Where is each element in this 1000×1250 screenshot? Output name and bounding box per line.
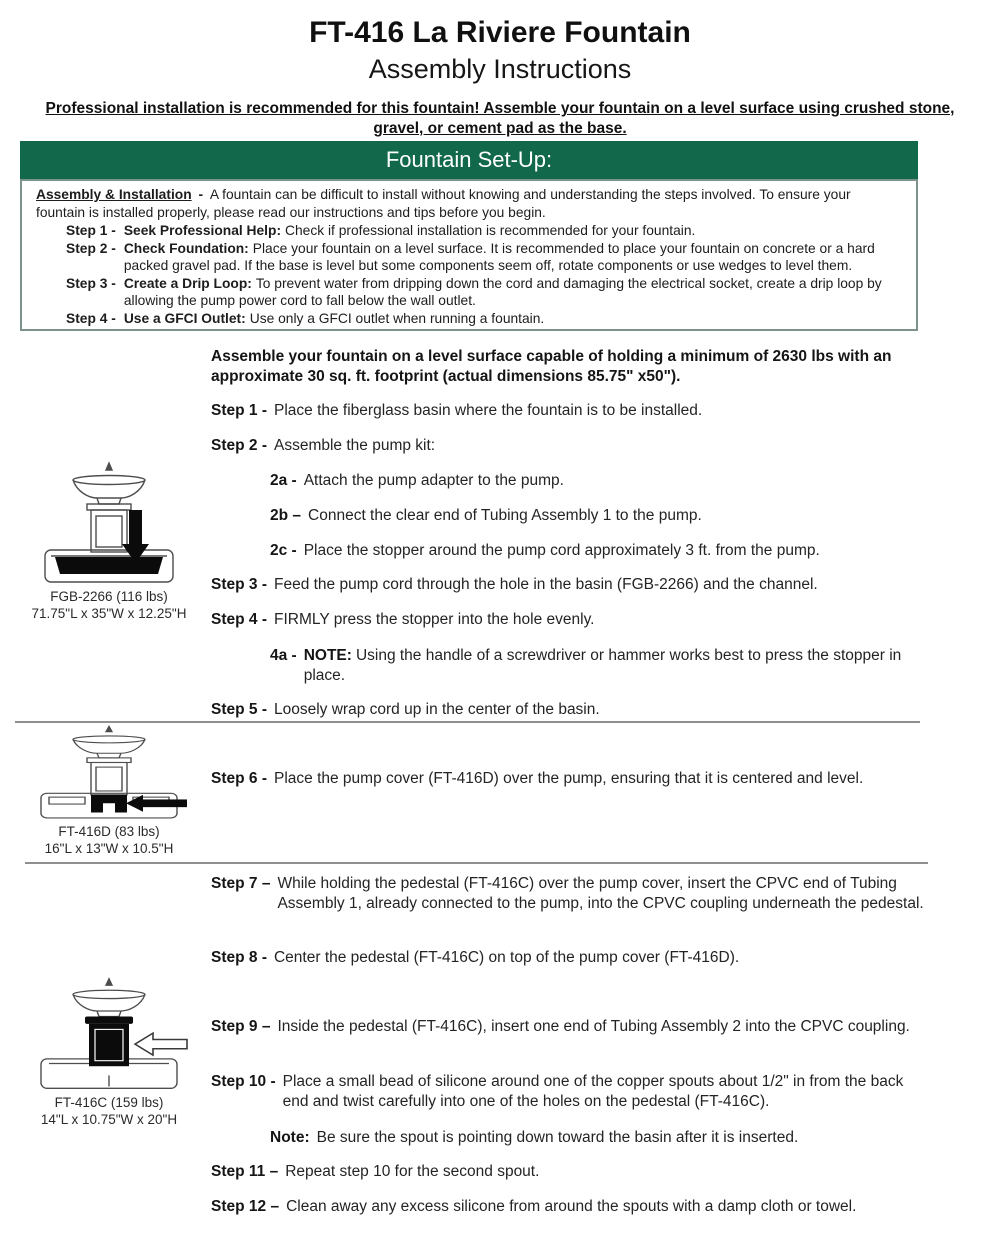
step-label: Step 6 - <box>211 770 267 787</box>
step-label: Note: <box>270 1129 310 1146</box>
assembly-step-8 <box>211 948 925 968</box>
step-text: Inside the pedestal (FT-416C), insert one end of Tubing Assembly 2 into the CPVC coupling. <box>277 1018 910 1035</box>
step-label: Step 4 - <box>66 310 116 326</box>
fountain-pedestal-diagram <box>29 976 189 1092</box>
step-label: Step 10 - <box>211 1073 276 1090</box>
step-text: Loosely wrap cord up in the center of the basin. <box>273 701 600 718</box>
assembly-step-6 <box>211 769 925 789</box>
assembly-step-2c <box>270 541 925 561</box>
figure-fgb2266-basin <box>20 460 198 622</box>
step-text: While holding the pedestal (FT-416C) over the pump cover, insert the CPVC end of Tubing Assembly 1, already connected to the pump, into the CPVC coupling underneath the pedestal. <box>277 875 924 912</box>
figure-dimensions: 14"L x 10.75"W x 20"H <box>40 1111 178 1127</box>
setup-step <box>66 310 903 328</box>
step-label: Step 7 – <box>211 875 271 892</box>
step-text: Attach the pump adapter to the pump. <box>303 472 564 489</box>
step-label: Step 2 - <box>66 240 116 256</box>
assembly-step-12 <box>211 1197 925 1217</box>
page-title: FT-416 La Riviere Fountain <box>309 16 691 49</box>
step-text: Center the pedestal (FT-416C) on top of the pump cover (FT-416D). <box>273 949 740 966</box>
setup-step <box>66 275 903 310</box>
basin-highlight <box>55 557 163 574</box>
pump-cover-highlight <box>91 795 127 813</box>
assembly-step-11 <box>211 1162 925 1182</box>
step-label: Step 2 - <box>211 437 267 454</box>
step-text: Assemble the pump kit: <box>273 437 436 454</box>
assembly-step-2 <box>211 436 925 456</box>
hollow-left-arrow-icon <box>135 1033 187 1055</box>
step-text: Place the pump cover (FT-416D) over the pump, ensuring that it is centered and level. <box>273 770 864 787</box>
step-text: Connect the clear end of Tubing Assembly 1 to the pump. <box>308 507 702 524</box>
step-label: Step 3 - <box>66 275 116 291</box>
step-text: NOTE: Using the handle of a screwdriver or hammer works best to press the stopper in place. <box>303 647 902 684</box>
step-label: 2a - <box>270 472 297 489</box>
step-text: Be sure the spout is pointing down toward the basin after it is inserted. <box>316 1129 799 1146</box>
figure-part-number: FT-416C (159 lbs) <box>54 1095 164 1110</box>
step-text: Repeat step 10 for the second spout. <box>285 1163 540 1180</box>
setup-box <box>20 179 918 331</box>
setup-intro-label: Assembly & Installation <box>36 187 192 202</box>
step-label: 2b – <box>270 507 302 524</box>
figure-dimensions: 16"L x 13"W x 10.5"H <box>44 840 174 856</box>
step-label: Step 12 – <box>211 1198 280 1215</box>
setup-intro-text: A fountain can be difficult to install without knowing and understanding the steps involved. To ensure your fountain is installed properly, please read our instructions and tips before you begin. <box>36 187 851 220</box>
step-text: Place the fiberglass basin where the fountain is to be installed. <box>273 402 703 419</box>
step-label: Step 4 - <box>211 611 267 628</box>
setup-intro <box>36 186 903 221</box>
figure-part-number: FGB-2266 (116 lbs) <box>50 589 168 604</box>
assembly-step-7 <box>211 874 925 914</box>
step-label: Step 1 - <box>211 402 267 419</box>
assembly-step-10-note <box>270 1128 925 1148</box>
step-text: Use a GFCI Outlet: Use only a GFCI outlet when running a fountain. <box>123 310 545 326</box>
figure-dimensions: 71.75"L x 35"W x 12.25"H <box>31 605 187 621</box>
setup-banner <box>20 141 918 179</box>
down-arrow-icon <box>122 510 149 563</box>
step-label: Step 1 - <box>66 223 116 238</box>
fountain-pump-cover-diagram <box>29 724 189 821</box>
setup-step <box>66 222 903 240</box>
assembly-step-2a <box>270 471 925 491</box>
figure-ft416c-pedestal <box>20 976 198 1128</box>
figure-caption <box>20 824 198 857</box>
figure-part-number: FT-416D (83 lbs) <box>58 824 160 839</box>
assembly-step-10 <box>211 1072 925 1112</box>
setup-steps <box>66 222 903 327</box>
step-label: 2c - <box>270 542 297 559</box>
step-label: Step 9 – <box>211 1018 271 1035</box>
setup-banner-label: Fountain Set-Up: <box>385 147 553 172</box>
setup-intro-separator: - <box>194 187 207 202</box>
step-label: Step 8 - <box>211 949 267 966</box>
section-divider <box>15 721 920 723</box>
assembly-step-3 <box>211 575 925 595</box>
section-divider <box>25 862 928 864</box>
figure-caption <box>20 1095 198 1128</box>
step-text: Check Foundation: Place your fountain on a level surface. It is recommended to place your fountain on concrete or a hard packed gravel pad. If the base is level but some components seem off, rotate components or use wedges to level them. <box>123 240 875 273</box>
step-text: FIRMLY press the stopper into the hole evenly. <box>273 611 595 628</box>
assembly-step-5 <box>211 700 925 720</box>
step-label: Step 5 - <box>211 701 267 718</box>
step-label: Step 3 - <box>211 576 267 593</box>
figure-caption <box>20 589 198 622</box>
step-label: 4a - <box>270 647 297 664</box>
assembly-step-2b <box>270 506 925 526</box>
warning-note: Professional installation is recommended for this fountain! Assemble your fountain on a level surface using crushed stone, gravel, or cement pad as the base. <box>45 100 955 137</box>
assembly-step-4 <box>211 610 925 630</box>
figure-ft416d-pump-cover <box>20 724 198 857</box>
pedestal-highlight <box>85 1017 133 1067</box>
assembly-step-1 <box>211 401 925 421</box>
setup-step <box>66 240 903 275</box>
step-text: Place a small bead of silicone around one of the copper spouts about 1/2" in from the back end and twist carefully into one of the holes on the pedestal (FT-416C). <box>282 1073 904 1110</box>
step-label: Step 11 – <box>211 1163 279 1180</box>
assembly-step-9 <box>211 1017 925 1037</box>
step-text: Seek Professional Help: Check if professional installation is recommended for your fountain. <box>123 223 696 238</box>
step-text: Create a Drip Loop: To prevent water from dripping down the cord and damaging the electrical socket, create a drip loop by allowing the pump power cord to fall below the wall outlet. <box>123 275 882 308</box>
page-subtitle: Assembly Instructions <box>368 54 632 84</box>
fountain-basin-diagram <box>29 460 189 586</box>
step-text: Feed the pump cord through the hole in the basin (FGB-2266) and the channel. <box>273 576 818 593</box>
step-text: Place the stopper around the pump cord approximately 3 ft. from the pump. <box>303 542 820 559</box>
assembly-step-4a <box>270 646 925 686</box>
step-text: Clean away any excess silicone from around the spouts with a damp cloth or towel. <box>286 1198 857 1215</box>
load-requirement-note: Assemble your fountain on a level surface capable of holding a minimum of 2630 lbs with an approximate 30 sq. ft. footprint (actual dimensions 85.75" x50"). <box>211 348 892 385</box>
